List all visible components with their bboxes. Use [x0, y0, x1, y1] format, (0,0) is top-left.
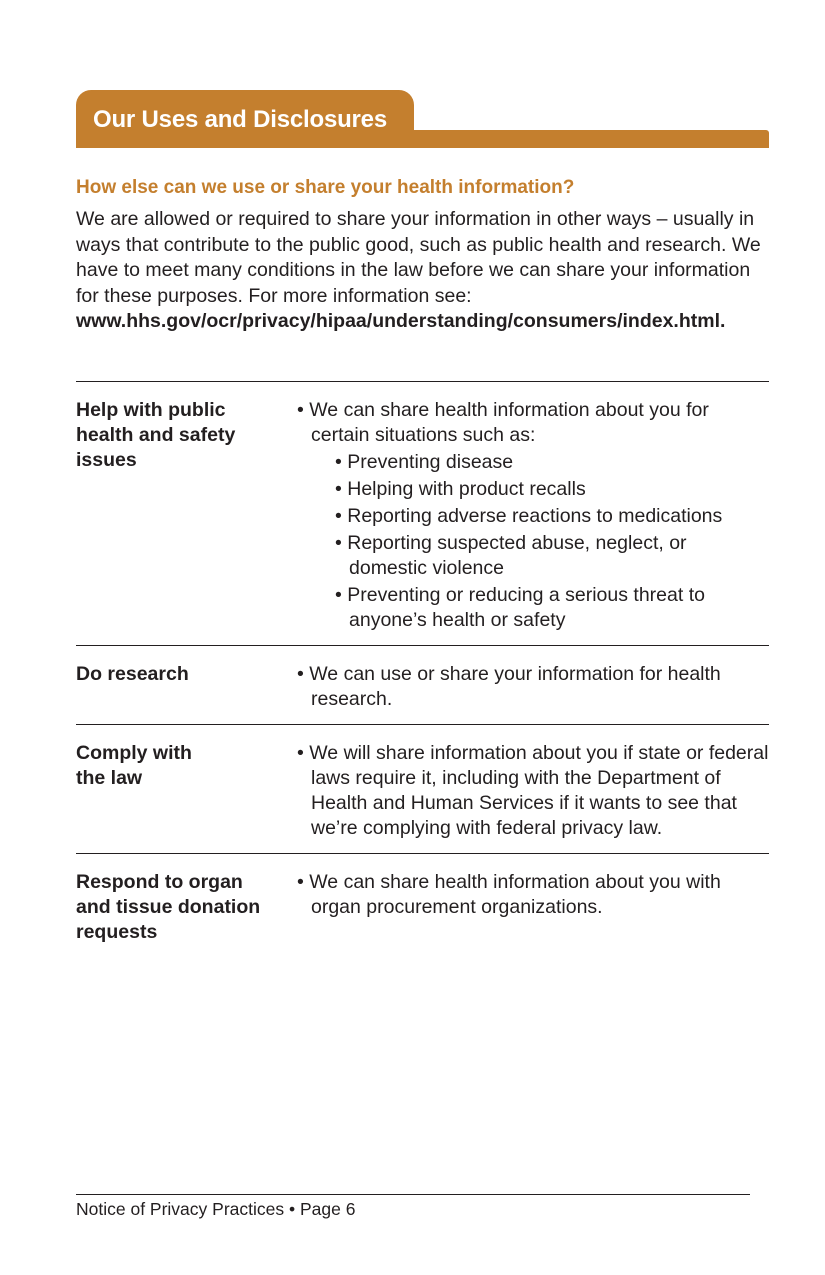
list-item: [335, 450, 769, 475]
sub-item-text: Helping with product recalls: [347, 478, 586, 500]
row-body: [297, 662, 769, 712]
bullet-dot: •: [335, 478, 342, 500]
sub-item-text: Reporting suspected abuse, neglect, or domestic violence: [347, 532, 687, 579]
bullet-text: We can share health information about you with organ procurement organizations.: [309, 871, 721, 918]
page-footer: Notice of Privacy Practices • Page 6: [76, 1194, 750, 1220]
list-item: [335, 477, 769, 502]
bullet-dot: •: [335, 451, 342, 473]
sub-item-text: Reporting adverse reactions to medications: [347, 505, 723, 527]
list-item: [335, 504, 769, 529]
row-body: [297, 398, 769, 633]
row-label: Comply with the law: [76, 742, 192, 789]
banner-title: Our Uses and Disclosures: [93, 106, 387, 133]
row-label: Help with public health and safety issues: [76, 399, 236, 471]
bullet-text: We can use or share your information for health research.: [309, 663, 721, 710]
bullet-dot: •: [335, 532, 342, 554]
hhs-link[interactable]: www.hhs.gov/ocr/privacy/hipaa/understanding/consumers/index.html.: [76, 310, 726, 332]
list-item: [335, 583, 769, 633]
bullet-dot: •: [335, 584, 342, 606]
row-body: [297, 870, 769, 945]
bullet-dot: •: [297, 871, 304, 893]
intro-paragraph: [76, 207, 776, 335]
list-item: [335, 531, 769, 581]
table-row: [76, 724, 769, 853]
sub-item-text: Preventing disease: [347, 451, 514, 473]
uses-table: [76, 381, 769, 957]
bullet-item: [297, 741, 769, 841]
banner-strip: [406, 130, 769, 148]
bullet-dot: •: [297, 742, 304, 764]
bullet-text: We will share information about you if state or federal laws require it, including with the Department of Health and Human Services if it wants to see that we’re complying with federal privacy law.: [309, 742, 769, 839]
bullet-item: [297, 870, 769, 920]
bullet-dot: •: [297, 399, 304, 421]
table-row: [76, 381, 769, 645]
row-body: [297, 741, 769, 841]
row-label: Do research: [76, 663, 189, 685]
bullet-item: [297, 398, 769, 448]
sub-item-text: Preventing or reducing a serious threat to anyone’s health or safety: [347, 584, 705, 631]
row-label: Respond to organ and tissue donation requests: [76, 871, 261, 943]
bullet-dot: •: [335, 505, 342, 527]
bullet-dot: •: [297, 663, 304, 685]
table-row: [76, 645, 769, 724]
section-banner: [76, 90, 769, 148]
section-heading: How else can we use or share your health information?: [76, 177, 575, 198]
table-row: [76, 853, 769, 957]
bullet-item: [297, 662, 769, 712]
sub-list: [297, 450, 769, 633]
bullet-text: We can share health information about you for certain situations such as:: [309, 399, 709, 446]
intro-text: We are allowed or required to share your information in other ways – usually in ways that contribute to the public good, such as public health and research. We have to meet many conditions in the law before we can share your information for these purposes. For more information see:: [76, 208, 761, 307]
